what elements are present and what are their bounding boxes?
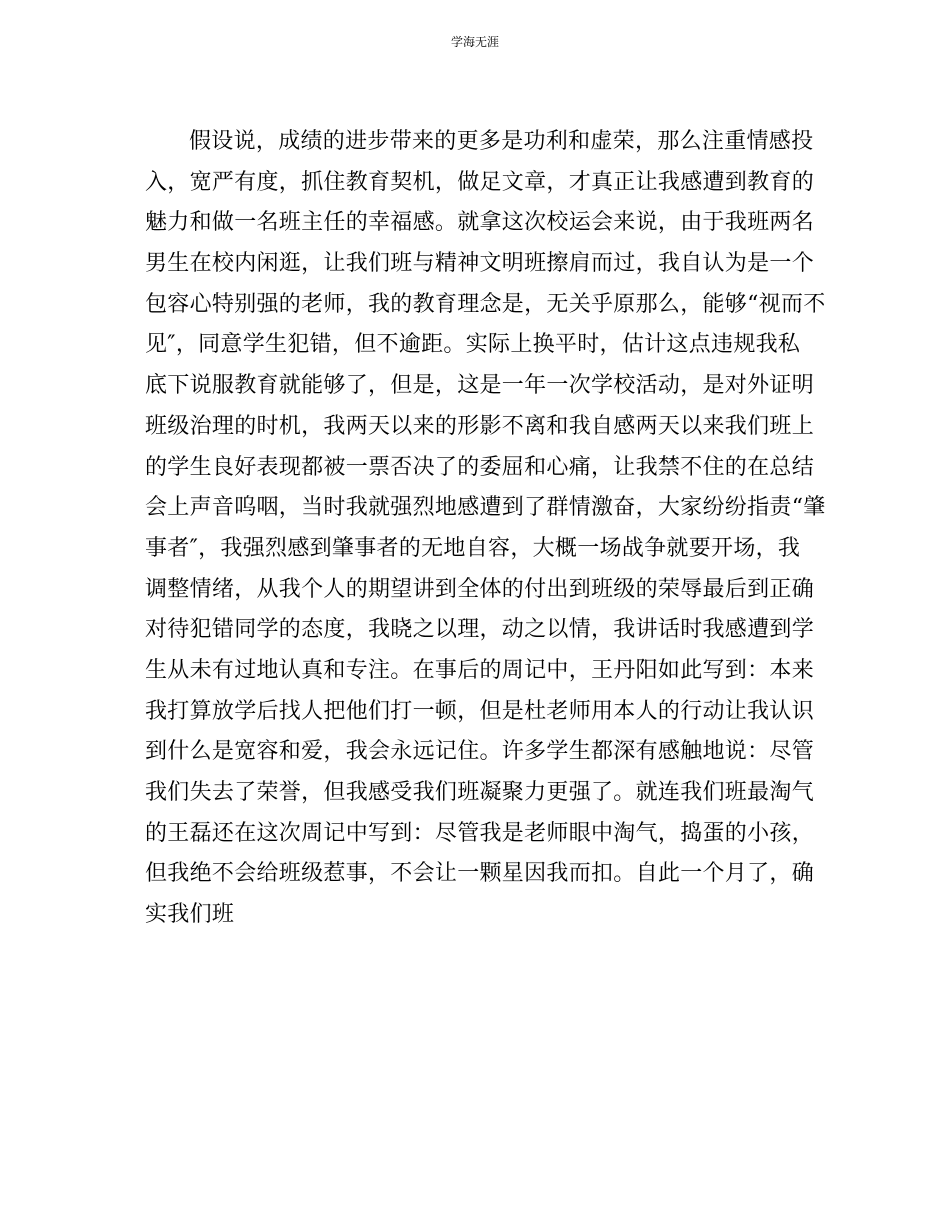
text-line: 事者″，我强烈感到肇事者的无地自容，大概一场战争就要开场，我 [145,535,801,561]
text-line: 对待犯错同学的态度，我晓之以理，动之以情，我讲话时我感遭到学 [145,617,815,643]
text-line: 班级治理的时机，我两天以来的形影不离和我自感两天以来我们班上 [145,413,815,439]
text-line: 假设说，成绩的进步带来的更多是功利和虚荣，那么注重情感投 [189,129,814,154]
text-line: 男生在校内闲逛，让我们班与精神文明班擦肩而过，我自认为是一个 [145,251,815,277]
text-line: 会上声音呜咽，当时我就强烈地感遭到了群情激奋，大家纷纷指责“肇 [145,495,826,521]
text-line: 我们失去了荣誉，但我感受我们班凝聚力更强了。就连我们班最淘气 [145,780,815,805]
text-line: 生从未有过地认真和专注。在事后的周记中，王丹阳如此写到：本来 [145,657,815,683]
text-line: 底下说服教育就能够了，但是，这是一年一次学校活动，是对外证明 [145,373,815,399]
text-line: 但我绝不会给班级惹事，不会让一颗星因我而扣。自此一个月了，确 [145,861,815,887]
text-line: 包容心特别强的老师，我的教育理念是，无关乎原那么，能够“视而不 [145,291,826,317]
text-line: 的学生良好表现都被一票否决了的委屈和心痛，让我禁不住的在总结 [145,454,815,480]
text-line: 入，宽严有度，抓住教育契机，做足文章，才真正让我感遭到教育的 [145,169,815,195]
text-line: 魅力和做一名班主任的幸福感。就拿这次校运会来说，由于我班两名 [145,210,815,236]
text-line: 见″，同意学生犯错，但不逾距。实际上换平时，估计这点违规我私 [145,332,801,358]
text-line: 调整情绪，从我个人的期望讲到全体的付出到班级的荣辱最后到正确 [145,576,815,602]
text-line: 我打算放学后找人把他们打一顿，但是杜老师用本人的行动让我认识 [145,698,815,724]
page-header: 学海无涯 [450,35,499,49]
text-line: 的王磊还在这次周记中写到：尽管我是老师眼中淘气，捣蛋的小孩， [145,820,815,846]
text-line: 到什么是宽容和爱，我会永远记住。许多学生都深有感触地说：尽管 [145,739,815,765]
text-line: 实我们班 [145,902,235,928]
body-paragraph [145,122,825,936]
